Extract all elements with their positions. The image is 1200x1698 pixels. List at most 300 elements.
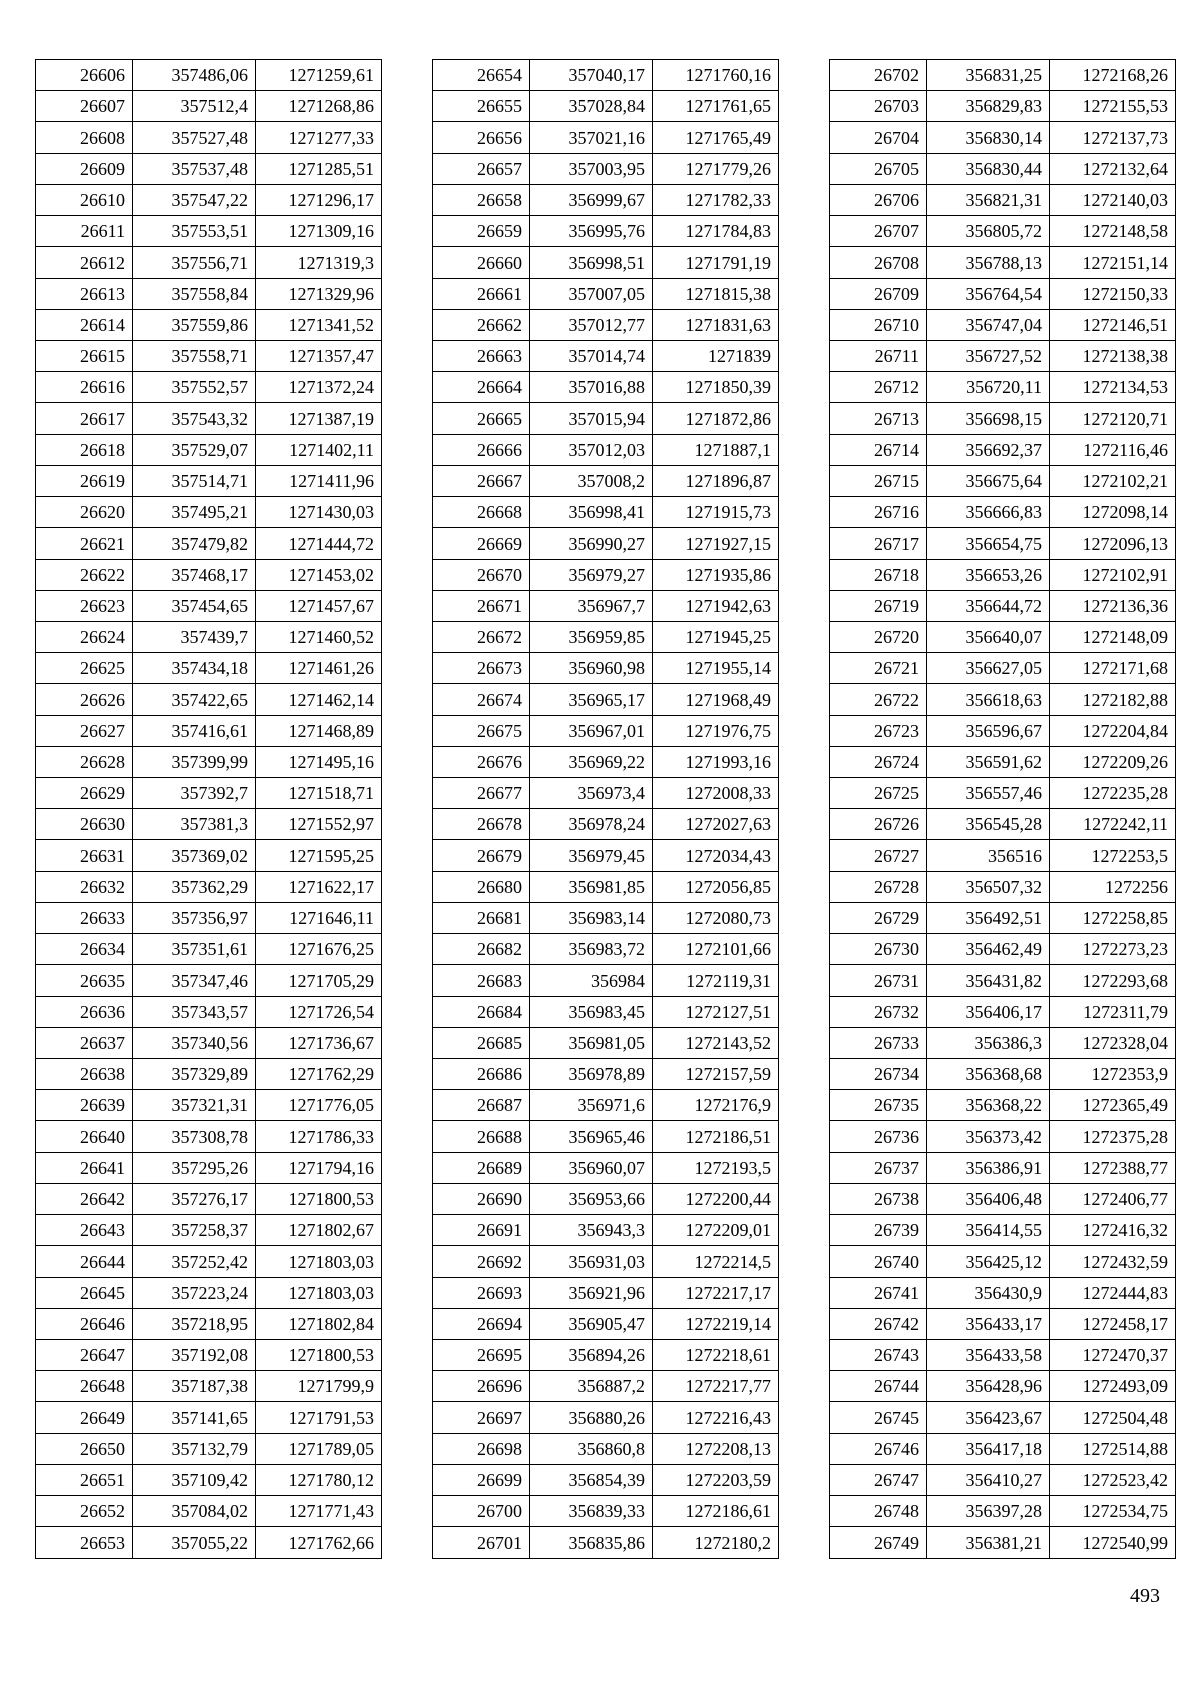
y-coordinate-cell: 1271872,86 (653, 403, 779, 434)
point-number-cell: 26638 (36, 1059, 133, 1090)
x-coordinate-cell: 356747,04 (927, 309, 1050, 340)
table-row (433, 1308, 779, 1339)
point-number-cell: 26643 (36, 1215, 133, 1246)
table-row (36, 1121, 382, 1152)
point-number-cell: 26647 (36, 1339, 133, 1370)
table-row (830, 1215, 1176, 1246)
table-row (36, 840, 382, 871)
x-coordinate-cell: 357351,61 (133, 934, 256, 965)
point-number-cell: 26743 (830, 1339, 927, 1370)
x-coordinate-cell: 357537,48 (133, 153, 256, 184)
x-coordinate-cell: 356921,96 (530, 1277, 653, 1308)
point-number-cell: 26699 (433, 1464, 530, 1495)
x-coordinate-cell: 356433,17 (927, 1308, 1050, 1339)
y-coordinate-cell: 1271976,75 (653, 715, 779, 746)
table-row (433, 559, 779, 590)
y-coordinate-cell: 1271430,03 (256, 497, 382, 528)
x-coordinate-cell: 356381,21 (927, 1527, 1050, 1558)
table-row (433, 746, 779, 777)
y-coordinate-cell: 1271761,65 (653, 91, 779, 122)
table-row (36, 934, 382, 965)
x-coordinate-cell: 356591,62 (927, 746, 1050, 777)
y-coordinate-cell: 1271935,86 (653, 559, 779, 590)
y-coordinate-cell: 1272101,66 (653, 934, 779, 965)
table-row (830, 996, 1176, 1027)
x-coordinate-cell: 356410,27 (927, 1464, 1050, 1495)
table-row (830, 590, 1176, 621)
table-row (830, 153, 1176, 184)
x-coordinate-cell: 357003,95 (530, 153, 653, 184)
table-row (830, 465, 1176, 496)
x-coordinate-cell: 356557,46 (927, 778, 1050, 809)
y-coordinate-cell: 1271277,33 (256, 122, 382, 153)
y-coordinate-cell: 1271552,97 (256, 809, 382, 840)
table-row (433, 60, 779, 91)
x-coordinate-cell: 357454,65 (133, 590, 256, 621)
table-row (433, 340, 779, 371)
y-coordinate-cell: 1272027,63 (653, 809, 779, 840)
table-row (433, 1371, 779, 1402)
table-row (433, 996, 779, 1027)
x-coordinate-cell: 356829,83 (927, 91, 1050, 122)
y-coordinate-cell: 1271387,19 (256, 403, 382, 434)
point-number-cell: 26684 (433, 996, 530, 1027)
x-coordinate-cell: 357308,78 (133, 1121, 256, 1152)
point-number-cell: 26686 (433, 1059, 530, 1090)
table-row (36, 434, 382, 465)
y-coordinate-cell: 1272127,51 (653, 996, 779, 1027)
y-coordinate-cell: 1272143,52 (653, 1027, 779, 1058)
table-row (830, 1090, 1176, 1121)
point-number-cell: 26701 (433, 1527, 530, 1558)
table-row (433, 715, 779, 746)
x-coordinate-cell: 356960,98 (530, 653, 653, 684)
y-coordinate-cell: 1271799,9 (256, 1371, 382, 1402)
point-number-cell: 26695 (433, 1339, 530, 1370)
point-number-cell: 26639 (36, 1090, 133, 1121)
y-coordinate-cell: 1272253,5 (1050, 840, 1176, 871)
table-row (36, 184, 382, 215)
x-coordinate-cell: 356978,24 (530, 809, 653, 840)
point-number-cell: 26710 (830, 309, 927, 340)
table-row (830, 1059, 1176, 1090)
x-coordinate-cell: 357543,32 (133, 403, 256, 434)
y-coordinate-cell: 1271771,43 (256, 1496, 382, 1527)
y-coordinate-cell: 1272416,32 (1050, 1215, 1176, 1246)
table-row (433, 434, 779, 465)
point-number-cell: 26694 (433, 1308, 530, 1339)
x-coordinate-cell: 357422,65 (133, 684, 256, 715)
point-number-cell: 26747 (830, 1464, 927, 1495)
x-coordinate-cell: 356492,51 (927, 902, 1050, 933)
point-number-cell: 26651 (36, 1464, 133, 1495)
point-number-cell: 26653 (36, 1527, 133, 1558)
point-number-cell: 26732 (830, 996, 927, 1027)
table-row (36, 340, 382, 371)
y-coordinate-cell: 1271782,33 (653, 184, 779, 215)
table-row (36, 809, 382, 840)
y-coordinate-cell: 1271993,16 (653, 746, 779, 777)
table-row (433, 216, 779, 247)
point-number-cell: 26736 (830, 1121, 927, 1152)
point-number-cell: 26635 (36, 965, 133, 996)
table-row (433, 778, 779, 809)
table-row (830, 434, 1176, 465)
table-row (36, 1464, 382, 1495)
x-coordinate-cell: 356905,47 (530, 1308, 653, 1339)
table-row (36, 1183, 382, 1214)
table-row (830, 809, 1176, 840)
point-number-cell: 26733 (830, 1027, 927, 1058)
y-coordinate-cell: 1272534,75 (1050, 1496, 1176, 1527)
x-coordinate-cell: 357552,57 (133, 372, 256, 403)
table-row (36, 965, 382, 996)
point-number-cell: 26616 (36, 372, 133, 403)
y-coordinate-cell: 1272200,44 (653, 1183, 779, 1214)
y-coordinate-cell: 1271850,39 (653, 372, 779, 403)
point-number-cell: 26618 (36, 434, 133, 465)
point-number-cell: 26691 (433, 1215, 530, 1246)
point-number-cell: 26722 (830, 684, 927, 715)
point-number-cell: 26661 (433, 278, 530, 309)
table-row (433, 1527, 779, 1558)
point-number-cell: 26652 (36, 1496, 133, 1527)
table-row (36, 1527, 382, 1558)
table-row (36, 590, 382, 621)
y-coordinate-cell: 1271815,38 (653, 278, 779, 309)
point-number-cell: 26655 (433, 91, 530, 122)
y-coordinate-cell: 1271622,17 (256, 871, 382, 902)
x-coordinate-cell: 356990,27 (530, 528, 653, 559)
point-number-cell: 26609 (36, 153, 133, 184)
x-coordinate-cell: 356971,6 (530, 1090, 653, 1121)
point-number-cell: 26606 (36, 60, 133, 91)
point-number-cell: 26625 (36, 653, 133, 684)
y-coordinate-cell: 1271955,14 (653, 653, 779, 684)
point-number-cell: 26633 (36, 902, 133, 933)
table-row (433, 965, 779, 996)
y-coordinate-cell: 1272209,01 (653, 1215, 779, 1246)
table-row (830, 372, 1176, 403)
point-number-cell: 26725 (830, 778, 927, 809)
point-number-cell: 26654 (433, 60, 530, 91)
x-coordinate-cell: 357362,29 (133, 871, 256, 902)
x-coordinate-cell: 356959,85 (530, 621, 653, 652)
y-coordinate-cell: 1271444,72 (256, 528, 382, 559)
point-number-cell: 26744 (830, 1371, 927, 1402)
x-coordinate-cell: 357347,46 (133, 965, 256, 996)
table-row (830, 247, 1176, 278)
x-coordinate-cell: 356973,4 (530, 778, 653, 809)
x-coordinate-cell: 356967,7 (530, 590, 653, 621)
x-coordinate-cell: 357015,94 (530, 403, 653, 434)
x-coordinate-cell: 356430,9 (927, 1277, 1050, 1308)
y-coordinate-cell: 1271453,02 (256, 559, 382, 590)
table-row (36, 1339, 382, 1370)
y-coordinate-cell: 1272388,77 (1050, 1152, 1176, 1183)
table-row (433, 809, 779, 840)
table-row (36, 91, 382, 122)
x-coordinate-cell: 357012,03 (530, 434, 653, 465)
table-row (830, 965, 1176, 996)
point-number-cell: 26682 (433, 934, 530, 965)
table-row (433, 1090, 779, 1121)
table-row (36, 1433, 382, 1464)
table-row (36, 1215, 382, 1246)
x-coordinate-cell: 356965,46 (530, 1121, 653, 1152)
point-number-cell: 26748 (830, 1496, 927, 1527)
x-coordinate-cell: 356943,3 (530, 1215, 653, 1246)
y-coordinate-cell: 1272219,14 (653, 1308, 779, 1339)
x-coordinate-cell: 356727,52 (927, 340, 1050, 371)
table-row (830, 1121, 1176, 1152)
point-number-cell: 26697 (433, 1402, 530, 1433)
x-coordinate-cell: 356981,85 (530, 871, 653, 902)
y-coordinate-cell: 1272365,49 (1050, 1090, 1176, 1121)
point-number-cell: 26693 (433, 1277, 530, 1308)
y-coordinate-cell: 1272148,58 (1050, 216, 1176, 247)
point-number-cell: 26627 (36, 715, 133, 746)
y-coordinate-cell: 1272311,79 (1050, 996, 1176, 1027)
point-number-cell: 26671 (433, 590, 530, 621)
x-coordinate-cell: 356983,72 (530, 934, 653, 965)
point-number-cell: 26738 (830, 1183, 927, 1214)
point-number-cell: 26683 (433, 965, 530, 996)
y-coordinate-cell: 1272056,85 (653, 871, 779, 902)
point-number-cell: 26614 (36, 309, 133, 340)
point-number-cell: 26662 (433, 309, 530, 340)
x-coordinate-cell: 357559,86 (133, 309, 256, 340)
x-coordinate-cell: 357252,42 (133, 1246, 256, 1277)
y-coordinate-cell: 1272186,51 (653, 1121, 779, 1152)
y-coordinate-cell: 1272116,46 (1050, 434, 1176, 465)
x-coordinate-cell: 357084,02 (133, 1496, 256, 1527)
y-coordinate-cell: 1271309,16 (256, 216, 382, 247)
y-coordinate-cell: 1271595,25 (256, 840, 382, 871)
table-row (433, 840, 779, 871)
table-row (433, 1183, 779, 1214)
y-coordinate-cell: 1271802,67 (256, 1215, 382, 1246)
point-number-cell: 26720 (830, 621, 927, 652)
table-row (433, 153, 779, 184)
table-row (36, 153, 382, 184)
point-number-cell: 26706 (830, 184, 927, 215)
y-coordinate-cell: 1272242,11 (1050, 809, 1176, 840)
table-row (830, 216, 1176, 247)
table-row (36, 247, 382, 278)
x-coordinate-cell: 356507,32 (927, 871, 1050, 902)
point-number-cell: 26610 (36, 184, 133, 215)
point-number-cell: 26622 (36, 559, 133, 590)
x-coordinate-cell: 357547,22 (133, 184, 256, 215)
y-coordinate-cell: 1271518,71 (256, 778, 382, 809)
point-number-cell: 26700 (433, 1496, 530, 1527)
point-number-cell: 26742 (830, 1308, 927, 1339)
y-coordinate-cell: 1271794,16 (256, 1152, 382, 1183)
x-coordinate-cell: 356640,07 (927, 621, 1050, 652)
x-coordinate-cell: 357329,89 (133, 1059, 256, 1090)
table-row (433, 1277, 779, 1308)
x-coordinate-cell: 357468,17 (133, 559, 256, 590)
x-coordinate-cell: 356764,54 (927, 278, 1050, 309)
point-number-cell: 26640 (36, 1121, 133, 1152)
x-coordinate-cell: 357021,16 (530, 122, 653, 153)
table-row (830, 1433, 1176, 1464)
x-coordinate-cell: 356698,15 (927, 403, 1050, 434)
table-row (36, 60, 382, 91)
x-coordinate-cell: 356545,28 (927, 809, 1050, 840)
x-coordinate-cell: 356406,48 (927, 1183, 1050, 1214)
point-number-cell: 26648 (36, 1371, 133, 1402)
x-coordinate-cell: 356831,25 (927, 60, 1050, 91)
x-coordinate-cell: 356596,67 (927, 715, 1050, 746)
point-number-cell: 26727 (830, 840, 927, 871)
y-coordinate-cell: 1272375,28 (1050, 1121, 1176, 1152)
table-row (36, 653, 382, 684)
y-coordinate-cell: 1272138,38 (1050, 340, 1176, 371)
point-number-cell: 26711 (830, 340, 927, 371)
x-coordinate-cell: 357008,2 (530, 465, 653, 496)
x-coordinate-cell: 356462,49 (927, 934, 1050, 965)
y-coordinate-cell: 1271468,89 (256, 715, 382, 746)
point-number-cell: 26719 (830, 590, 927, 621)
x-coordinate-cell: 357558,84 (133, 278, 256, 309)
y-coordinate-cell: 1272180,2 (653, 1527, 779, 1558)
table-row (830, 840, 1176, 871)
point-number-cell: 26728 (830, 871, 927, 902)
x-coordinate-cell: 357132,79 (133, 1433, 256, 1464)
point-number-cell: 26668 (433, 497, 530, 528)
x-coordinate-cell: 357109,42 (133, 1464, 256, 1495)
table-row (36, 497, 382, 528)
point-number-cell: 26675 (433, 715, 530, 746)
table-row (36, 778, 382, 809)
x-coordinate-cell: 356981,05 (530, 1027, 653, 1058)
point-number-cell: 26676 (433, 746, 530, 777)
table-row (830, 184, 1176, 215)
point-number-cell: 26737 (830, 1152, 927, 1183)
table-row (830, 1277, 1176, 1308)
point-number-cell: 26715 (830, 465, 927, 496)
point-number-cell: 26704 (830, 122, 927, 153)
table-row (433, 1433, 779, 1464)
y-coordinate-cell: 1271942,63 (653, 590, 779, 621)
table-row (36, 528, 382, 559)
point-number-cell: 26716 (830, 497, 927, 528)
table-row (830, 653, 1176, 684)
table-row (830, 715, 1176, 746)
x-coordinate-cell: 356995,76 (530, 216, 653, 247)
table-row (433, 934, 779, 965)
table-row (830, 1246, 1176, 1277)
table-row (36, 621, 382, 652)
x-coordinate-cell: 357556,71 (133, 247, 256, 278)
point-number-cell: 26666 (433, 434, 530, 465)
y-coordinate-cell: 1272008,33 (653, 778, 779, 809)
y-coordinate-cell: 1272098,14 (1050, 497, 1176, 528)
table-row (830, 778, 1176, 809)
point-number-cell: 26692 (433, 1246, 530, 1277)
x-coordinate-cell: 356666,83 (927, 497, 1050, 528)
point-number-cell: 26713 (830, 403, 927, 434)
y-coordinate-cell: 1272256 (1050, 871, 1176, 902)
y-coordinate-cell: 1271319,3 (256, 247, 382, 278)
table-row (830, 621, 1176, 652)
y-coordinate-cell: 1271968,49 (653, 684, 779, 715)
point-number-cell: 26665 (433, 403, 530, 434)
x-coordinate-cell: 356983,45 (530, 996, 653, 1027)
point-number-cell: 26714 (830, 434, 927, 465)
y-coordinate-cell: 1271296,17 (256, 184, 382, 215)
point-number-cell: 26685 (433, 1027, 530, 1058)
x-coordinate-cell: 356386,91 (927, 1152, 1050, 1183)
table-row (433, 1121, 779, 1152)
x-coordinate-cell: 356953,66 (530, 1183, 653, 1214)
point-number-cell: 26745 (830, 1402, 927, 1433)
x-coordinate-cell: 357343,57 (133, 996, 256, 1027)
point-number-cell: 26631 (36, 840, 133, 871)
y-coordinate-cell: 1271786,33 (256, 1121, 382, 1152)
table-row (433, 372, 779, 403)
table-row (830, 871, 1176, 902)
table-row (830, 902, 1176, 933)
y-coordinate-cell: 1272514,88 (1050, 1433, 1176, 1464)
x-coordinate-cell: 357340,56 (133, 1027, 256, 1058)
x-coordinate-cell: 356386,3 (927, 1027, 1050, 1058)
x-coordinate-cell: 357012,77 (530, 309, 653, 340)
y-coordinate-cell: 1272504,48 (1050, 1402, 1176, 1433)
y-coordinate-cell: 1271779,26 (653, 153, 779, 184)
point-number-cell: 26642 (36, 1183, 133, 1214)
table-row (830, 528, 1176, 559)
x-coordinate-cell: 356653,26 (927, 559, 1050, 590)
table-row (433, 1496, 779, 1527)
table-row (433, 1027, 779, 1058)
x-coordinate-cell: 356805,72 (927, 216, 1050, 247)
y-coordinate-cell: 1272119,31 (653, 965, 779, 996)
table-row (830, 1183, 1176, 1214)
point-number-cell: 26644 (36, 1246, 133, 1277)
table-row (830, 559, 1176, 590)
table-row (433, 91, 779, 122)
point-number-cell: 26741 (830, 1277, 927, 1308)
x-coordinate-cell: 356984 (530, 965, 653, 996)
point-number-cell: 26739 (830, 1215, 927, 1246)
y-coordinate-cell: 1272080,73 (653, 902, 779, 933)
x-coordinate-cell: 356425,12 (927, 1246, 1050, 1277)
x-coordinate-cell: 357223,24 (133, 1277, 256, 1308)
point-number-cell: 26729 (830, 902, 927, 933)
point-number-cell: 26724 (830, 746, 927, 777)
table-row (830, 1464, 1176, 1495)
y-coordinate-cell: 1271462,14 (256, 684, 382, 715)
y-coordinate-cell: 1272444,83 (1050, 1277, 1176, 1308)
table-row (433, 528, 779, 559)
point-number-cell: 26746 (830, 1433, 927, 1464)
y-coordinate-cell: 1271780,12 (256, 1464, 382, 1495)
y-coordinate-cell: 1271800,53 (256, 1183, 382, 1214)
table-row (433, 309, 779, 340)
point-number-cell: 26731 (830, 965, 927, 996)
point-number-cell: 26702 (830, 60, 927, 91)
y-coordinate-cell: 1271762,66 (256, 1527, 382, 1558)
x-coordinate-cell: 356516 (927, 840, 1050, 871)
x-coordinate-cell: 357399,99 (133, 746, 256, 777)
table-row (433, 871, 779, 902)
y-coordinate-cell: 1271887,1 (653, 434, 779, 465)
y-coordinate-cell: 1272034,43 (653, 840, 779, 871)
x-coordinate-cell: 357055,22 (133, 1527, 256, 1558)
